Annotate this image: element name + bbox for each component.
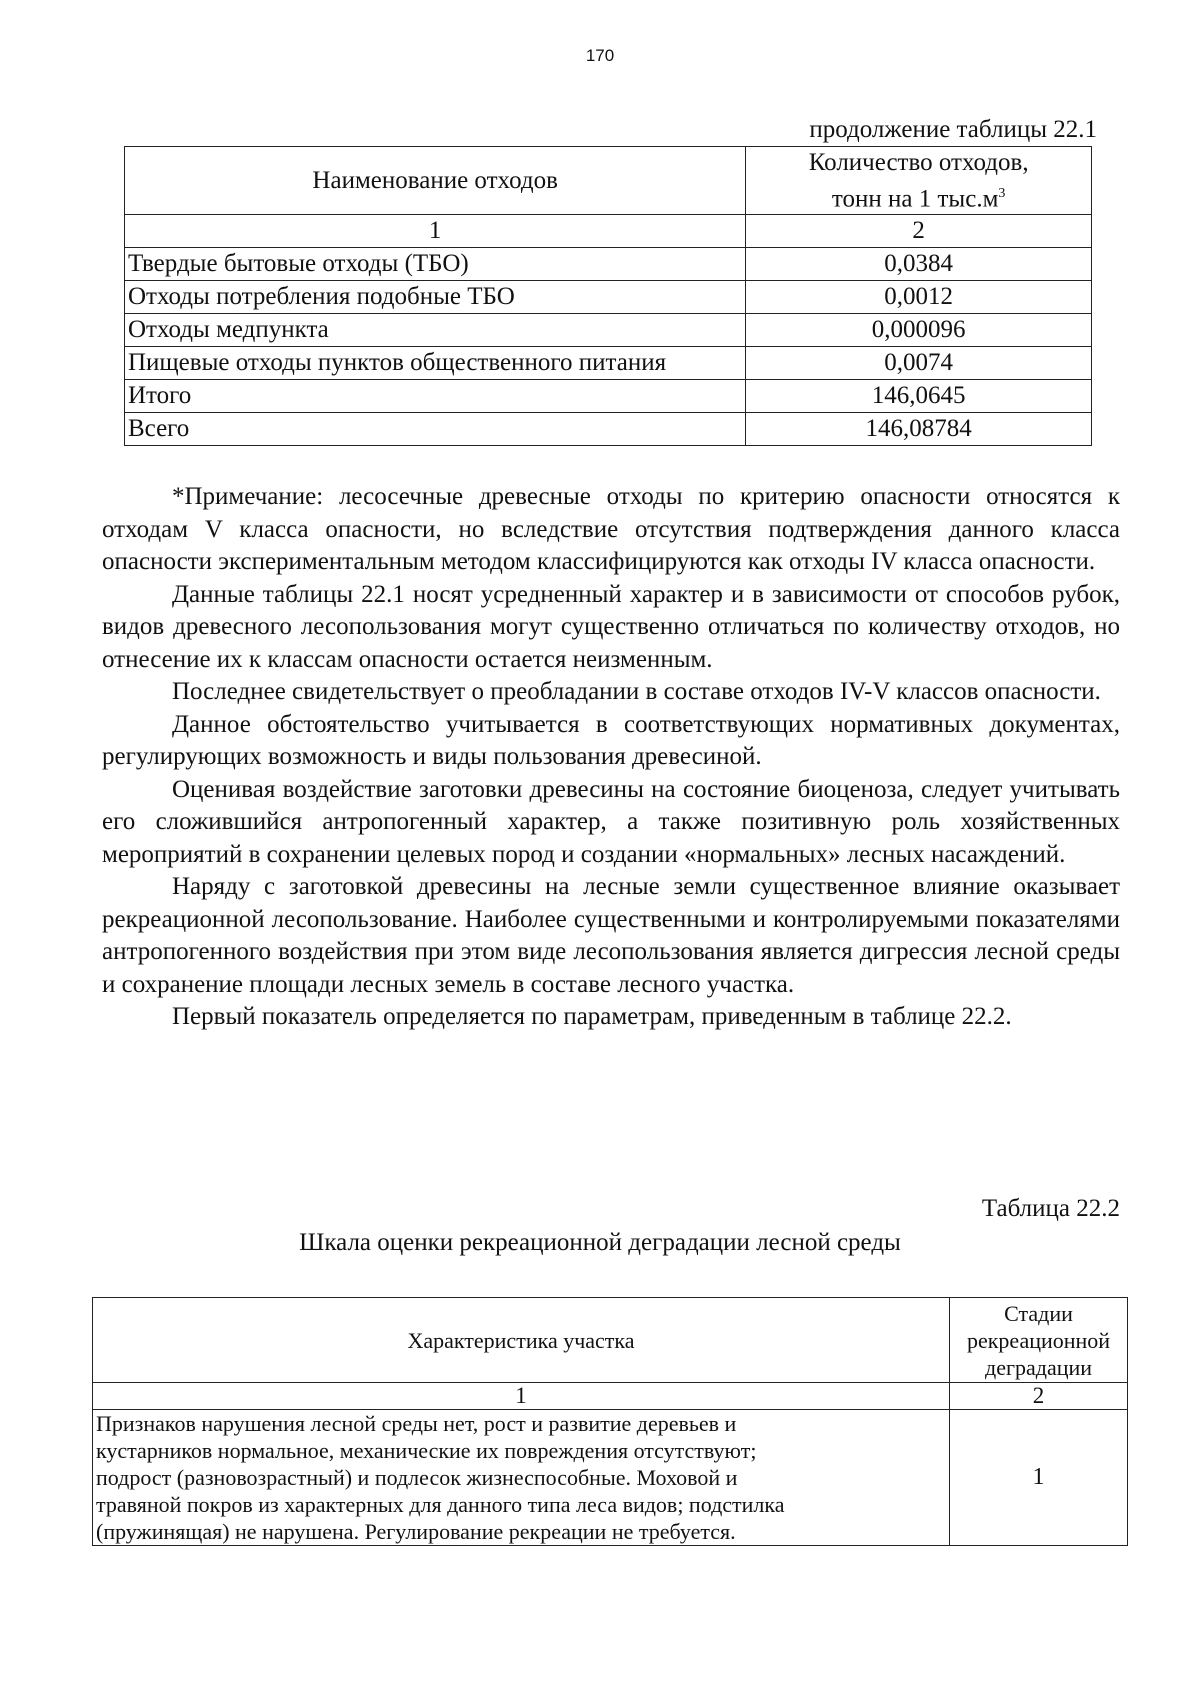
- body-paragraph: Наряду с заготовкой древесины на лесные земли существенное влияние оказывает рекреационной лесопользование. Наиболее существенными и контролируемыми показателями антропогенного воздействия при этом виде лесопользования является дигрессия лесной среды и сохранение площади лесных земель в составе лесного участка.: [102, 873, 1120, 998]
- degradation-scale-table: [92, 1297, 1128, 1546]
- index-cell: 1: [93, 1383, 950, 1410]
- characteristic-cell: [93, 1410, 950, 1546]
- table-row: [125, 314, 1092, 347]
- table-index-row: [93, 1383, 1128, 1410]
- body-text: [102, 481, 1120, 1034]
- waste-name-cell: Твердые бытовые отходы (ТБО): [125, 248, 746, 281]
- body-paragraph: Последнее свидетельствует о преобладании в составе отходов IV-V классов опасности.: [172, 678, 1101, 705]
- waste-name-cell: Пищевые отходы пунктов общественного питания: [125, 347, 746, 380]
- table-row: [93, 1410, 1128, 1546]
- waste-value-cell: 0,000096: [746, 314, 1092, 347]
- waste-name-cell: Итого: [125, 380, 746, 413]
- table-header-row: [125, 147, 1092, 215]
- table-row: [125, 413, 1092, 446]
- header-stage: [950, 1298, 1128, 1383]
- table-row: [125, 248, 1092, 281]
- body-paragraph: Первый показатель определяется по параметрам, приведенным в таблице 22.2.: [172, 1003, 1012, 1030]
- stage-cell: 1: [950, 1410, 1128, 1546]
- waste-value-cell: 0,0012: [746, 281, 1092, 314]
- waste-table: [124, 146, 1092, 446]
- waste-name-cell: Всего: [125, 413, 746, 446]
- body-paragraph: Оценивая воздействие заготовки древесины на состояние биоценоза, следует учитывать его сложившийся антропогенный характер, а также позитивную роль хозяйственных мероприятий в сохранении целевых пород и создании «нормальных» лесных насаждений.: [102, 775, 1120, 868]
- header-stage-line2: рекреационной: [966, 1327, 1111, 1353]
- body-paragraph: Данные таблицы 22.1 носят усредненный характер и в зависимости от способов рубок, видов древесного лесопользования могут существенно отличаться по количеству отходов, но отнесение их к классам опасности остается неизменным.: [102, 580, 1120, 673]
- table-row: [125, 380, 1092, 413]
- table-header-row: [93, 1298, 1128, 1383]
- waste-value-cell: 0,0074: [746, 347, 1092, 380]
- table-continuation-caption: продолжение таблицы 22.1: [809, 116, 1097, 143]
- characteristic-line: (пружинящая) не нарушена. Регулирование рекреации не требуется.: [96, 1519, 736, 1544]
- page-number: 170: [585, 46, 615, 65]
- header-quantity-line2: тонн на 1 тыс.м: [831, 185, 999, 213]
- characteristic-line: кустарников нормальное, механические их повреждения отсутствуют;: [96, 1438, 757, 1463]
- waste-value-cell: 0,0384: [746, 248, 1092, 281]
- index-cell: 2: [746, 215, 1092, 248]
- table-row: [125, 281, 1092, 314]
- index-cell: 2: [950, 1383, 1128, 1410]
- waste-value-cell: 146,0645: [746, 380, 1092, 413]
- waste-name-cell: Отходы медпункта: [125, 314, 746, 347]
- table-title: Шкала оценки рекреационной деградации лесной среды: [299, 1229, 901, 1256]
- header-waste-name: Наименование отходов: [125, 147, 746, 215]
- header-quantity-line1: Количество отходов,: [808, 149, 1029, 176]
- waste-value-cell: 146,08784: [746, 413, 1092, 446]
- body-paragraph: Данное обстоятельство учитывается в соответствующих нормативных документах, регулирующих возможность и виды пользования древесиной.: [102, 710, 1120, 770]
- header-waste-quantity: [746, 147, 1092, 215]
- table-row: [125, 347, 1092, 380]
- waste-name-cell: Отходы потребления подобные ТБО: [125, 281, 746, 314]
- header-characteristic: Характеристика участка: [93, 1298, 950, 1383]
- table-index-row: [125, 215, 1092, 248]
- index-cell: 1: [125, 215, 746, 248]
- characteristic-line: травяной покров из характерных для данного типа леса видов; подстилка: [96, 1492, 785, 1517]
- note-paragraph: *Примечание: лесосечные древесные отходы по критерию опасности относятся к отходам V класса опасности, но вследствие отсутствия подтверждения данного класса опасности экспериментальным методом классифицируются как отходы IV класса опасности.: [102, 483, 1120, 575]
- characteristic-line: подрост (разновозрастный) и подлесок жизнеспособные. Моховой и: [96, 1465, 738, 1490]
- header-quantity-sup: 3: [998, 186, 1006, 201]
- table-label: Таблица 22.2: [981, 1195, 1120, 1222]
- header-stage-line1: Стадии: [1004, 1300, 1073, 1326]
- characteristic-line: Признаков нарушения лесной среды нет, рост и развитие деревьев и: [96, 1411, 737, 1436]
- header-stage-line3: деградации: [985, 1354, 1093, 1380]
